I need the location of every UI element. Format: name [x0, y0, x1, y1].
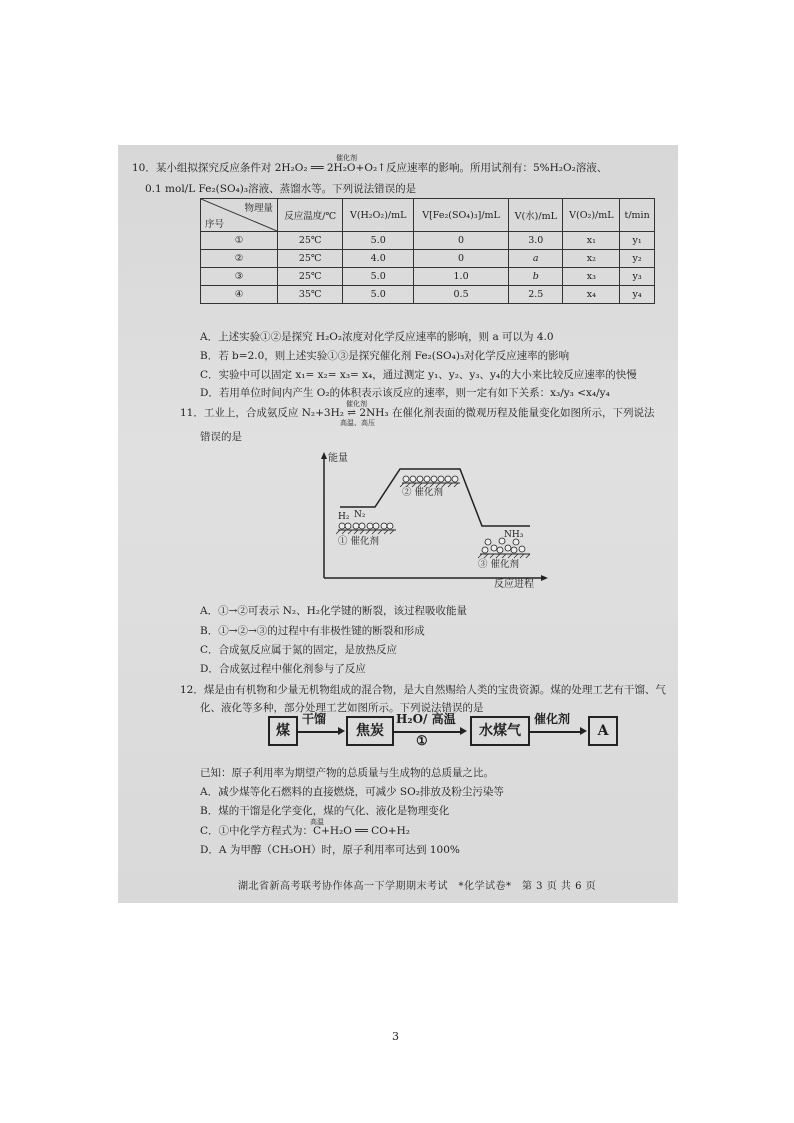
flow-arrow2-note: ①	[416, 734, 428, 749]
q11-stem-line2: 错误的是	[200, 431, 242, 443]
table-diagonal-header-cell	[201, 199, 278, 232]
q12-option-a: A．减少煤等化石燃料的直接燃烧，可减少 SO₂排放及粉尘污染等	[200, 786, 504, 798]
q12-stem-line2: 化、液化等多种，部分处理工艺如图所示。下列说法错误的是	[200, 702, 484, 714]
table-cell: y₂	[620, 250, 655, 268]
flow-arrow3-head	[580, 727, 587, 735]
table-header-cell: V(O₂)/mL	[563, 199, 620, 232]
table-cell: x₄	[563, 286, 620, 304]
table-cell: 4.0	[343, 250, 414, 268]
table-header-cell: t/min	[620, 199, 655, 232]
table-cell: 2.5	[509, 286, 563, 304]
diag-top-label: 物理量	[244, 203, 273, 214]
q12-stem-line1: 12．煤是由有机物和少量无机物组成的混合物，是大自然赐给人类的宝贵资源。煤的处理工艺有干馏、气	[180, 684, 666, 696]
y-axis-label: 能量	[328, 453, 348, 464]
table-cell: 35℃	[278, 286, 343, 304]
y-axis-arrow	[321, 452, 327, 459]
table-cell: ①	[201, 232, 278, 250]
q10-catalyst-label: 催化剂	[336, 154, 357, 162]
q12-option-c: C．①中化学方程式为：C+H₂O ══ CO+H₂	[200, 825, 410, 837]
stage1-label: ① 催化剂	[338, 536, 380, 547]
q11-option-c: C．合成氨反应属于氮的固定，是放热反应	[200, 644, 398, 656]
table-cell: x₂	[563, 250, 620, 268]
stage2-label: ② 催化剂	[402, 487, 444, 498]
coal-process-flow	[260, 712, 620, 756]
flow-arrow1-label: 干馏	[302, 712, 327, 726]
q10-option-a: A．上述实验①②是探究 H₂O₂浓度对化学反应速率的影响，则 a 可以为 4.0	[200, 331, 554, 343]
q11-stem-line1: 11．工业上，合成氨反应 N₂+3H₂ ⇌ 2NH₃ 在催化剂表面的微观历程及能量变化如图所示，下列说法	[180, 407, 655, 419]
table-cell: 3.0	[509, 232, 563, 250]
q12-option-d: D．A 为甲醇（CH₃OH）时，原子利用率可达到 100%	[200, 844, 460, 856]
table-cell: 5.0	[343, 232, 414, 250]
table-header-cell: V(H₂O₂)/mL	[343, 199, 414, 232]
table-cell: 5.0	[343, 268, 414, 286]
nh3-label: NH₃	[504, 530, 524, 540]
q11-option-a: A．①→②可表示 N₂、H₂化学键的断裂，该过程吸收能量	[200, 605, 467, 617]
table-cell: x₁	[563, 232, 620, 250]
stage1-hatch	[336, 530, 394, 534]
flow-arrow1-line	[298, 731, 338, 733]
flow-arrow2-line	[394, 731, 460, 733]
table-cell: y₃	[620, 268, 655, 286]
table-cell: y₄	[620, 286, 655, 304]
table-cell: y₁	[620, 232, 655, 250]
table-cell: 25℃	[278, 232, 343, 250]
q11-option-d: D．合成氨过程中催化剂参与了反应	[200, 663, 366, 675]
table-row	[201, 232, 655, 250]
x-axis-arrow	[541, 575, 548, 581]
stage2-particles	[403, 476, 458, 482]
q10-stem-line1: 10．某小组拟探究反应条件对 2H₂O₂ ══ 2H₂O+O₂↑反应速率的影响。所用试剂有：5%H₂O₂溶液、	[132, 162, 608, 174]
table-cell: ②	[201, 250, 278, 268]
table-cell: 25℃	[278, 268, 343, 286]
table-cell: 0	[414, 250, 509, 268]
table-row	[201, 250, 655, 268]
q11-arrow-top-label: 催化剂	[346, 400, 367, 408]
flow-arrow3-line	[530, 731, 580, 733]
page-number: 3	[392, 1030, 399, 1043]
flow-arrow2-head	[460, 727, 467, 735]
table-cell: a	[509, 250, 563, 268]
experiment-table	[200, 198, 655, 304]
flow-arrow3-label: 催化剂	[534, 712, 571, 726]
diag-bottom-label: 序号	[205, 219, 225, 230]
table-cell: 25℃	[278, 250, 343, 268]
stage3-label: ③ 催化剂	[478, 559, 520, 570]
q12-option-b: B．煤的干馏是化学变化，煤的气化、液化是物理变化	[200, 805, 450, 817]
q10-option-b: B．若 b=2.0，则上述实验①③是探究催化剂 Fe₂(SO₄)₃对化学反应速率的影响	[200, 350, 570, 362]
q11-option-b: B．①→②→③的过程中有非极性键的断裂和形成	[200, 625, 425, 637]
table-header-cell: V[Fe₂(SO₄)₃]/mL	[414, 199, 509, 232]
energy-diagram	[310, 450, 550, 590]
q10-option-d: D．若用单位时间内产生 O₂的体积表示该反应的速率，则一定有如下关系：x₃/y₃ <x₄/y₄	[200, 387, 610, 399]
q10-stem-line2: 0.1 mol/L Fe₂(SO₄)₃溶液、蒸馏水等。下列说法错误的是	[145, 183, 417, 195]
flow-box-a: A	[588, 716, 618, 746]
q12-c-condition: 高温	[310, 818, 324, 826]
table-cell: 0	[414, 232, 509, 250]
table-cell: 5.0	[343, 286, 414, 304]
x-axis-label: 反应进程	[494, 579, 534, 590]
table-cell: 0.5	[414, 286, 509, 304]
table-header-cell: 反应温度/℃	[278, 199, 343, 232]
footer-exam-info: 湖北省新高考联考协作体高一下学期期末考试 *化学试卷* 第 3 页 共 6 页	[238, 881, 597, 892]
table-cell: ④	[201, 286, 278, 304]
flow-box-coal: 煤	[268, 716, 298, 746]
table-cell: ③	[201, 268, 278, 286]
q12-known: 已知：原子利用率为期望产物的总质量与生成物的总质量之比。	[200, 767, 494, 779]
n2-label: N₂	[354, 510, 366, 520]
table-cell: x₃	[563, 268, 620, 286]
table-cell: 1.0	[414, 268, 509, 286]
flow-arrow2-label: H₂O/ 高温	[396, 712, 456, 726]
table-header-cell: V(水)/mL	[509, 199, 563, 232]
q10-option-c: C．实验中可以固定 x₁= x₂= x₃= x₄，通过测定 y₁、y₂、y₃、y₄的大小来比较反应速率的快慢	[200, 369, 637, 381]
q11-arrow-bottom-label: 高温、高压	[340, 419, 375, 427]
flow-box-water-gas: 水煤气	[470, 716, 530, 746]
table-header-row	[201, 199, 655, 232]
h2-label: H₂	[338, 512, 350, 522]
flow-box-coke: 焦炭	[346, 716, 394, 746]
table-row	[201, 268, 655, 286]
flow-arrow1-head	[338, 727, 345, 735]
table-cell: b	[509, 268, 563, 286]
table-row	[201, 286, 655, 304]
